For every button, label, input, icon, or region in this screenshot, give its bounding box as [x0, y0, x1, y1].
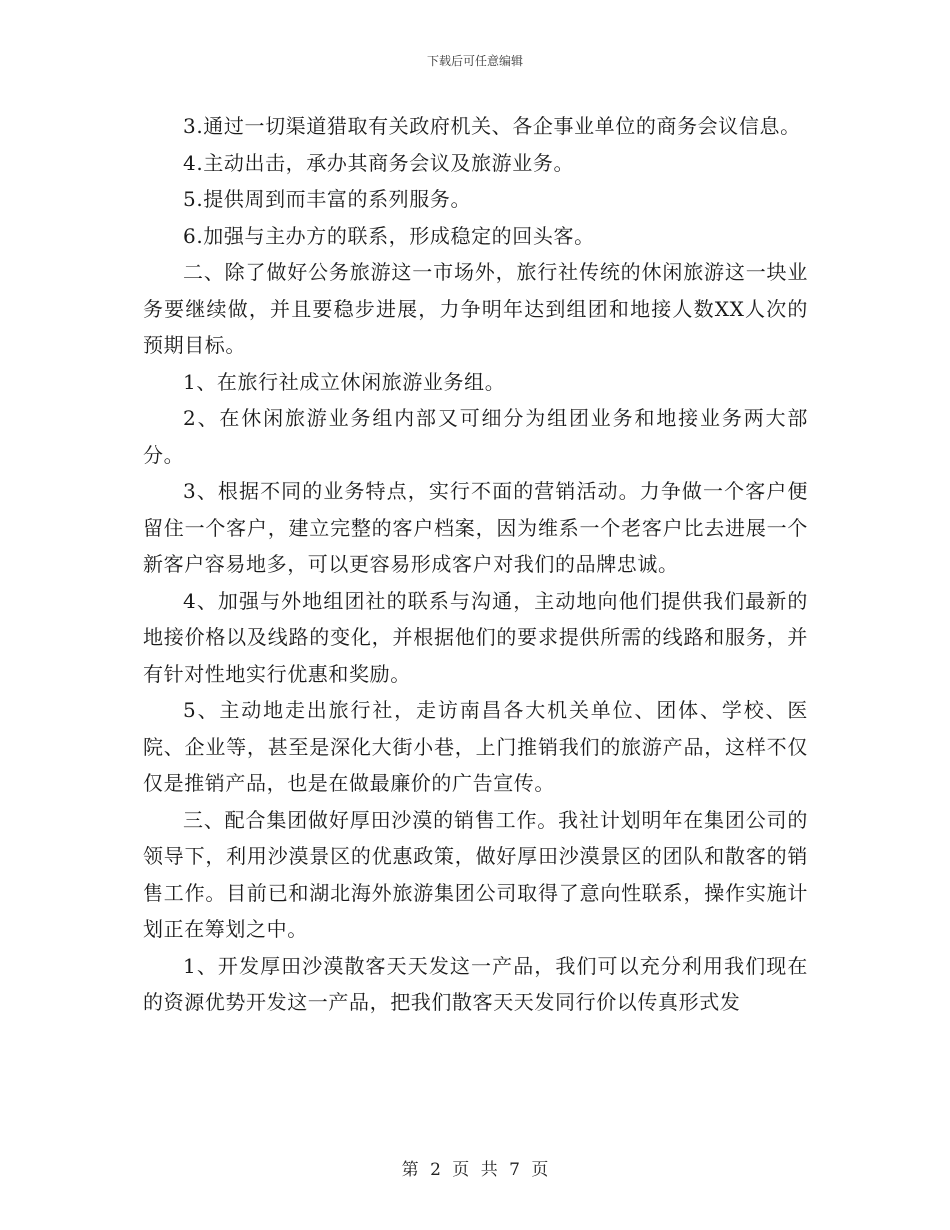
paragraph-item-3: 3.通过一切渠道猎取有关政府机关、各企事业单位的商务会议信息。	[183, 114, 801, 138]
section-two-item-2: 2、在休闲旅游业务组内部又可细分为组团业务和地接业务两大部分。	[143, 406, 808, 467]
section-two-item-3: 3、根据不同的业务特点，实行不面的营销活动。力争做一个客户便留住一个客户，建立完整的客户档案，因为维系一个老客户比去进展一个新客户容易地多，可以更容易形成客户对我们的品牌忠诚。	[143, 479, 808, 576]
paragraph-item-4: 4.主动出击，承办其商务会议及旅游业务。	[183, 150, 575, 175]
document-body	[143, 108, 808, 1021]
paragraph-item-5: 5.提供周到而丰富的系列服务。	[183, 187, 472, 211]
section-two-paragraph: 二、除了做好公务旅游这一市场外，旅行社传统的休闲旅游这一块业务要继续做，并且要稳步进展，力争明年达到组团和地接人数XX人次的预期目标。	[143, 260, 808, 357]
section-two-item-4: 4、加强与外地组团社的联系与沟通，主动地向他们提供我们最新的地接价格以及线路的变化，并根据他们的要求提供所需的线路和服务，并有针对性地实行优惠和奖励。	[143, 588, 808, 686]
paragraph-item-6: 6.加强与主办方的联系，形成稳定的回头客。	[183, 223, 595, 248]
page-number-footer: 第 2 页 共 7 页	[401, 1160, 549, 1180]
section-two-item-5: 5、主动地走出旅行社，走访南昌各大机关单位、团体、学校、医院、企业等，甚至是深化大街小巷，上门推销我们的旅游产品，这样不仅仅是推销产品，也是在做最廉价的广告宣传。	[143, 698, 808, 795]
section-two-item-1: 1、在旅行社成立休闲旅游业务组。	[183, 369, 506, 394]
section-three-paragraph: 三、配合集团做好厚田沙漠的销售工作。我社计划明年在集团公司的领导下，利用沙漠景区的优惠政策，做好厚田沙漠景区的团队和散客的销售工作。目前已和湖北海外旅游集团公司取得了意向性联系，操作实施计划正在筹划之中。	[143, 807, 808, 941]
page-header: 下载后可任意编辑	[426, 54, 523, 68]
section-three-item-1: 1、开发厚田沙漠散客天天发这一产品，我们可以充分利用我们现在的资源优势开发这一产品，把我们散客天天发同行价以传真形式发	[143, 953, 808, 1014]
